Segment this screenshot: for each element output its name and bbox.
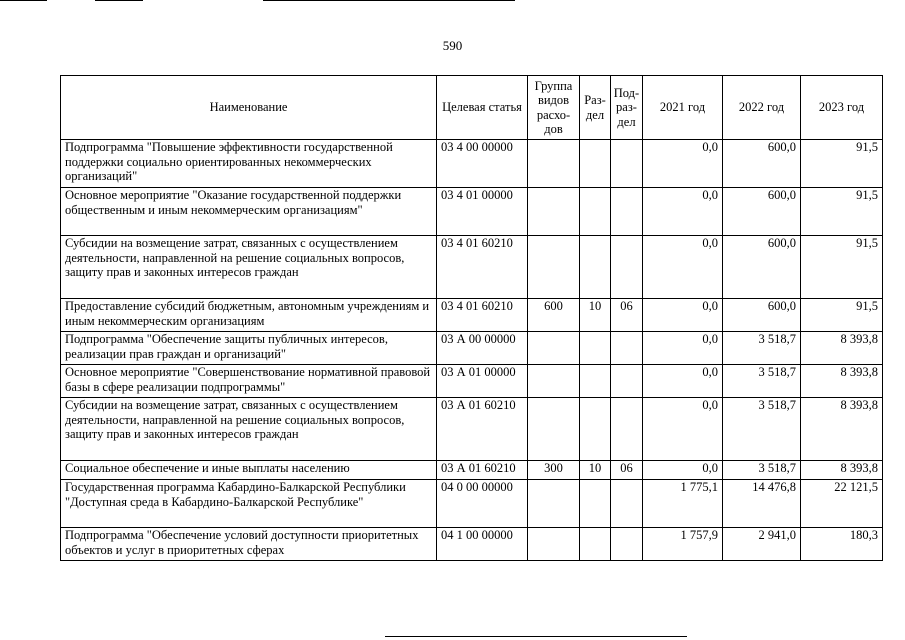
header-row [61,76,883,140]
row-2022: 3 518,7 [723,365,801,398]
row-2023: 91,5 [801,299,883,332]
row-2022: 600,0 [723,236,801,299]
row-2023: 91,5 [801,236,883,299]
row-section [580,365,611,398]
header-section: Раз-дел [580,76,611,140]
row-group [528,188,580,236]
table-row [61,365,883,398]
table-row [61,140,883,188]
row-section: 10 [580,299,611,332]
header-2023: 2023 год [801,76,883,140]
row-2023: 91,5 [801,140,883,188]
header-2022: 2022 год [723,76,801,140]
table-row [61,188,883,236]
row-2022: 14 476,8 [723,480,801,528]
row-subsection [611,236,643,299]
row-2021: 0,0 [643,188,723,236]
row-subsection [611,332,643,365]
row-group: 600 [528,299,580,332]
row-target: 03 А 01 60210 [437,398,528,461]
row-2023: 8 393,8 [801,332,883,365]
row-section [580,528,611,561]
row-name: Подпрограмма "Обеспечение защиты публичных интересов, реализации прав граждан и организаций" [61,332,437,365]
table-row [61,480,883,528]
row-2021: 0,0 [643,332,723,365]
row-2023: 8 393,8 [801,365,883,398]
top-rule-right [263,0,515,1]
row-target: 03 А 01 00000 [437,365,528,398]
page-number: 590 [442,38,463,53]
row-section [580,480,611,528]
table-row [61,398,883,461]
row-name: Государственная программа Кабардино-Балкарской Республики "Доступная среда в Кабардино-Балкарской Республике" [61,480,437,528]
row-2023: 180,3 [801,528,883,561]
row-name: Основное мероприятие "Совершенствование нормативной правовой базы в сфере реализации подпрограммы" [61,365,437,398]
row-2021: 0,0 [643,236,723,299]
row-2022: 3 518,7 [723,461,801,480]
row-subsection [611,365,643,398]
row-name: Субсидии на возмещение затрат, связанных с осуществлением деятельности, направленной на решение социальных вопросов, защиту прав и законных интересов граждан [61,236,437,299]
row-target: 03 4 00 00000 [437,140,528,188]
row-section: 10 [580,461,611,480]
row-group [528,236,580,299]
row-2021: 1 757,9 [643,528,723,561]
row-name: Подпрограмма "Обеспечение условий доступности приоритетных объектов и услуг в приоритетных сферах [61,528,437,561]
row-2021: 0,0 [643,398,723,461]
row-target: 03 4 01 60210 [437,299,528,332]
row-2022: 2 941,0 [723,528,801,561]
row-subsection: 06 [611,461,643,480]
table-row [61,236,883,299]
row-group [528,480,580,528]
row-subsection: 06 [611,299,643,332]
row-2021: 0,0 [643,299,723,332]
row-2022: 3 518,7 [723,398,801,461]
row-name: Основное мероприятие "Оказание государственной поддержки общественным и иным некоммерческим организациям" [61,188,437,236]
row-group [528,140,580,188]
row-target: 03 А 00 00000 [437,332,528,365]
table-row [61,299,883,332]
row-2023: 8 393,8 [801,461,883,480]
row-section [580,398,611,461]
table-row [61,528,883,561]
row-target: 03 А 01 60210 [437,461,528,480]
row-2022: 600,0 [723,299,801,332]
row-subsection [611,528,643,561]
row-group [528,365,580,398]
row-subsection [611,480,643,528]
header-name: Наименование [61,76,437,140]
row-section [580,332,611,365]
row-2021: 0,0 [643,365,723,398]
header-group: Группа видов расхо-дов [528,76,580,140]
row-name: Предоставление субсидий бюджетным, автономным учреждениям и иным некоммерческим организациям [61,299,437,332]
row-2022: 600,0 [723,140,801,188]
row-target: 03 4 01 60210 [437,236,528,299]
row-2021: 1 775,1 [643,480,723,528]
row-name: Подпрограмма "Повышение эффективности государственной поддержки социально ориентированных некоммерческих организаций" [61,140,437,188]
row-subsection [611,398,643,461]
row-2022: 3 518,7 [723,332,801,365]
row-2023: 8 393,8 [801,398,883,461]
row-section [580,188,611,236]
row-group [528,528,580,561]
row-2023: 22 121,5 [801,480,883,528]
row-group [528,398,580,461]
row-target: 04 1 00 00000 [437,528,528,561]
table-row [61,461,883,480]
row-target: 03 4 01 00000 [437,188,528,236]
row-section [580,140,611,188]
row-name: Субсидии на возмещение затрат, связанных с осуществлением деятельности, направленной на решение социальных вопросов, защиту прав и законных интересов граждан [61,398,437,461]
header-2021: 2021 год [643,76,723,140]
row-2021: 0,0 [643,461,723,480]
budget-table [60,75,883,561]
bottom-rule [385,636,687,637]
top-rule-middle [95,0,143,1]
row-group: 300 [528,461,580,480]
table-row [61,332,883,365]
row-target: 04 0 00 00000 [437,480,528,528]
row-section [580,236,611,299]
row-2022: 600,0 [723,188,801,236]
row-subsection [611,140,643,188]
row-2023: 91,5 [801,188,883,236]
top-rule-left [0,0,47,1]
row-name: Социальное обеспечение и иные выплаты населению [61,461,437,480]
header-subsection: Под-раз-дел [611,76,643,140]
row-subsection [611,188,643,236]
row-2021: 0,0 [643,140,723,188]
header-target: Целевая статья [437,76,528,140]
row-group [528,332,580,365]
